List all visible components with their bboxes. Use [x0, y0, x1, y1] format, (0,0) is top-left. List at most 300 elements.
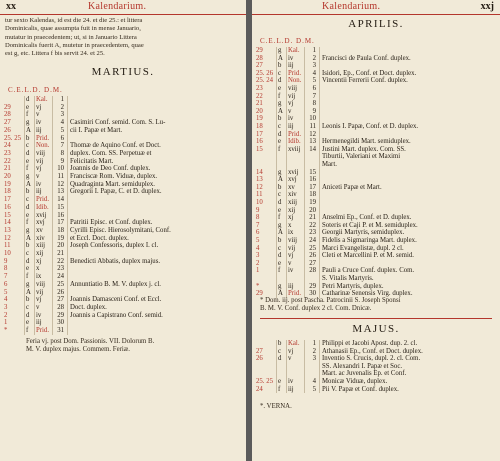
dominical-letter-cell: d — [278, 355, 282, 363]
calendar-table — [252, 340, 500, 400]
dominical-letter-cell: g — [278, 282, 282, 290]
roman-date-cell: xiij — [288, 199, 298, 206]
running-head — [252, 0, 500, 15]
day-number-cell: 26 — [57, 288, 64, 296]
day-number-cell: 25 — [57, 280, 64, 288]
dominical-letter-cell: b — [26, 188, 30, 196]
epact-cell: 13 — [256, 176, 263, 184]
dominical-letter-cell: e — [278, 259, 282, 267]
day-number-cell: 12 — [57, 180, 64, 188]
dominical-letter-cell: A — [278, 54, 283, 62]
roman-date-cell: iij — [288, 123, 294, 130]
day-number-cell: 6 — [312, 85, 316, 92]
roman-date-cell: ix — [288, 229, 294, 237]
day-number-cell: 5 — [312, 77, 316, 85]
feast-cell: Catharinæ Senensis Virg. duplex. — [322, 290, 413, 298]
roman-date-cell: vj — [36, 296, 42, 304]
divider — [260, 318, 492, 319]
roman-date-cell: vij — [36, 288, 44, 296]
footnote — [26, 338, 242, 354]
roman-date-cell: x — [288, 221, 292, 229]
epact-cell: 25. 24 — [256, 77, 273, 85]
epact-cell: 20 — [256, 107, 263, 115]
roman-date-cell: xiv — [288, 191, 297, 199]
roman-date-cell: iij — [288, 385, 294, 393]
intro-line: Dominicalis, quae assumpta fuit in mense Januario, — [5, 25, 141, 33]
column-header: C.E.L.D. D.M. — [260, 37, 315, 45]
epact-cell: 24 — [4, 142, 11, 150]
note-line: * Dom. iij. post Pascha. Patrocinii S. Joseph Sponsi — [260, 297, 401, 304]
roman-date-cell: Prid. — [288, 290, 302, 298]
epact-cell: 8 — [256, 214, 260, 222]
roman-date-cell: Prid. — [288, 130, 302, 138]
feast-cell: Mart. — [322, 161, 337, 168]
day-number-cell: 7 — [312, 92, 316, 100]
epact-cell: 7 — [4, 273, 8, 281]
dominical-letter-cell: g — [26, 226, 30, 234]
day-number-cell: 12 — [309, 130, 316, 138]
day-number-cell: 24 — [309, 237, 316, 244]
epact-cell: 12 — [4, 234, 11, 242]
roman-date-cell: Idib. — [36, 203, 49, 211]
feast-cell: Franciscæ Rom. Viduæ, duplex. — [70, 173, 158, 180]
epact-cell: 14 — [256, 168, 263, 176]
day-number-cell: 15 — [309, 168, 316, 176]
day-number-cell: 9 — [60, 157, 64, 165]
roman-date-cell: Prid. — [36, 134, 50, 142]
epact-cell: 10 — [4, 250, 11, 257]
day-number-cell: 22 — [309, 221, 316, 229]
day-number-cell: 5 — [60, 126, 64, 134]
day-number-cell: 16 — [57, 211, 64, 219]
day-number-cell: 19 — [57, 234, 64, 242]
feast-cell: Tiburtii, Valeriani et Maximi — [322, 153, 401, 161]
feast-cell: Inventio S. Crucis, dupl. 2. cl. Com. — [322, 355, 421, 363]
dominical-letter-cell: A — [26, 234, 31, 242]
roman-date-cell: xiij — [36, 242, 46, 250]
feast-cell: Cyrilli Episc. Hierosolymitani, Conf. — [70, 226, 171, 234]
epact-cell: 3 — [4, 303, 8, 311]
dominical-letter-cell: b — [26, 134, 30, 142]
roman-date-cell: xvj — [288, 176, 297, 184]
epact-cell: 19 — [4, 180, 11, 188]
day-number-cell: 11 — [309, 123, 316, 130]
day-number-cell: 23 — [309, 229, 316, 237]
roman-date-cell: Non. — [288, 77, 302, 85]
epact-cell: 29 — [4, 103, 11, 111]
dominical-letter-cell: c — [278, 123, 282, 130]
roman-date-cell: Idib. — [288, 138, 301, 146]
roman-date-cell: iv — [288, 54, 294, 62]
dominical-letter-cell: f — [278, 92, 281, 100]
column-rule — [24, 96, 25, 335]
roman-date-cell: viij — [288, 237, 298, 244]
day-number-cell: 3 — [60, 111, 64, 119]
column-rule — [319, 47, 320, 298]
epact-cell: 1 — [4, 319, 8, 327]
feast-cell: Marci Evangelistæ, dupl. 2 cl. — [322, 244, 404, 252]
roman-date-cell: xij — [288, 206, 296, 214]
roman-date-cell: iij — [36, 319, 42, 327]
dominical-letter-cell: f — [26, 111, 29, 119]
epact-cell: 25. 25 — [256, 378, 273, 385]
roman-date-cell: vj — [36, 165, 42, 173]
intro-line: est g, etc. Littera f bis servit 24. et 25. — [5, 50, 105, 58]
column-rule — [67, 96, 68, 335]
column-rule — [34, 96, 35, 335]
epact-cell: 4 — [256, 244, 260, 252]
day-number-cell: 8 — [312, 100, 316, 108]
roman-date-cell: iv — [288, 267, 294, 275]
feast-cell: Joseph Confessoris, duplex I. cl. — [70, 242, 159, 250]
roman-date-cell: iij — [36, 126, 42, 134]
epact-cell: 17 — [256, 130, 263, 138]
column-rule — [276, 47, 277, 298]
dominical-letter-cell: f — [26, 219, 29, 227]
roman-date-cell: vj — [36, 103, 42, 111]
epact-cell: 27 — [4, 119, 11, 127]
roman-date-cell: viij — [36, 280, 46, 288]
calendar-table — [252, 47, 500, 297]
footnote: *. VERNA. — [260, 403, 292, 410]
dominical-letter-cell: e — [278, 138, 282, 146]
roman-date-cell: vij — [288, 244, 296, 252]
roman-date-cell: iv — [36, 119, 42, 127]
epact-cell: * — [4, 327, 8, 334]
day-number-cell: 20 — [309, 206, 316, 214]
running-title: Kalendarium. — [322, 1, 381, 12]
dominical-letter-cell: b — [278, 62, 282, 70]
day-number-cell: 21 — [309, 214, 316, 222]
epact-cell: 25. 25 — [4, 134, 21, 142]
dominical-letter-cell: b — [278, 340, 282, 347]
feast-cell: Casimiri Conf. semid. Com. S. Lu- — [70, 119, 166, 127]
roman-date-cell: v — [36, 111, 40, 119]
day-number-cell: 4 — [312, 69, 316, 77]
epact-cell: 28 — [256, 54, 263, 62]
day-number-cell: 29 — [309, 282, 316, 290]
epact-cell: 27 — [256, 62, 263, 70]
epact-cell: * — [256, 282, 260, 290]
roman-date-cell: Prid. — [36, 327, 50, 334]
roman-date-cell: Prid. — [288, 69, 302, 77]
column-header: C.E.L.D. D.M. — [8, 86, 63, 94]
epact-cell: 22 — [256, 92, 263, 100]
dominical-letter-cell: d — [26, 96, 30, 103]
column-rule — [304, 47, 305, 298]
dominical-letter-cell: f — [26, 165, 29, 173]
roman-date-cell: viij — [36, 149, 46, 157]
column-rule — [52, 96, 53, 335]
roman-date-cell: v — [36, 173, 40, 180]
feast-cell: Vincentii Ferrerii Conf. duplex. — [322, 77, 408, 85]
day-number-cell: 27 — [309, 259, 316, 267]
month-title: APRILIS. — [348, 18, 404, 30]
day-number-cell: 7 — [60, 142, 64, 150]
epact-cell: 21 — [4, 165, 11, 173]
feast-cell: Philippi et Jacobi Apost. dup. 2. cl. — [322, 340, 418, 347]
month-title: MAJUS. — [352, 323, 400, 335]
day-number-cell: 14 — [309, 145, 316, 153]
day-number-cell: 1 — [312, 340, 316, 347]
roman-date-cell: iij — [288, 282, 294, 290]
roman-date-cell: v — [288, 107, 292, 115]
left-page — [0, 0, 246, 461]
dominical-letter-cell: d — [26, 203, 30, 211]
epact-cell: 18 — [4, 188, 11, 196]
feast-cell: Doct. duplex. — [70, 303, 107, 311]
feast-cell: Cleti et Marcellini P. et M. semid. — [322, 252, 414, 260]
day-number-cell: 31 — [57, 327, 64, 334]
roman-date-cell: Non. — [36, 142, 50, 150]
day-number-cell: 1 — [60, 96, 64, 103]
feast-cell: duplex. Com. SS. Perpetuæ et — [70, 149, 152, 157]
roman-date-cell: xv — [36, 226, 43, 234]
dominical-letter-cell: f — [278, 214, 281, 222]
day-number-cell: 26 — [309, 252, 316, 260]
roman-date-cell: xv — [288, 183, 295, 191]
dominical-letter-cell: e — [278, 85, 282, 92]
column-rule — [304, 340, 305, 393]
roman-date-cell: xviij — [288, 145, 301, 153]
dominical-letter-cell: e — [26, 319, 30, 327]
dominical-letter-cell: d — [278, 77, 282, 85]
day-number-cell: 3 — [312, 355, 316, 363]
epact-cell: 24 — [256, 385, 263, 393]
dominical-letter-cell: g — [26, 173, 30, 180]
roman-date-cell: Kal. — [36, 96, 48, 103]
epact-cell: 12 — [256, 183, 263, 191]
epact-cell: 9 — [256, 206, 260, 214]
epact-cell: 29 — [256, 290, 263, 298]
roman-date-cell: iij — [36, 188, 42, 196]
epact-cell: 22 — [4, 157, 11, 165]
dominical-letter-cell: e — [26, 211, 30, 219]
epact-cell: 2 — [256, 259, 260, 267]
epact-cell: 1 — [256, 267, 260, 275]
dominical-letter-cell: c — [278, 347, 282, 355]
epact-cell: 27 — [256, 347, 263, 355]
intro-line: Dominicalis fuerit A, mutetur in praecedentem, quae — [5, 41, 144, 49]
dominical-letter-cell: c — [26, 303, 30, 311]
dominical-letter-cell: e — [26, 103, 30, 111]
dominical-letter-cell: d — [26, 149, 30, 157]
dominical-letter-cell: e — [26, 265, 30, 273]
feast-cell: et Eccl. Doct. duplex. — [70, 234, 129, 242]
feast-cell: Patritii Episc. et Conf. duplex. — [70, 219, 153, 227]
column-rule — [286, 340, 287, 393]
roman-date-cell: Kal. — [288, 47, 300, 54]
epact-cell: 15 — [256, 145, 263, 153]
feast-cell: Leonis I. Papæ, Conf. et D. duplex. — [322, 123, 419, 130]
day-number-cell: 5 — [312, 385, 316, 393]
feast-cell: SS. Alexandri I. Papæ et Soc. — [322, 362, 403, 370]
roman-date-cell: Kal. — [288, 340, 300, 347]
running-head — [0, 0, 246, 15]
dominical-letter-cell: c — [278, 69, 282, 77]
epact-cell: 10 — [256, 199, 263, 206]
feast-cell: Soteris et Caji P. et M. semiduplex. — [322, 221, 418, 229]
epact-cell: 9 — [4, 257, 8, 265]
feast-cell: Joannis de Deo Conf. duplex. — [70, 165, 151, 173]
epact-cell: 8 — [4, 265, 8, 273]
day-number-cell: 27 — [57, 296, 64, 304]
epact-cell: 4 — [4, 296, 8, 304]
roman-date-cell: v — [288, 355, 292, 363]
roman-date-cell: xvij — [36, 211, 47, 219]
roman-date-cell: ix — [36, 273, 42, 281]
feast-cell: Petri Martyris, duplex. — [322, 282, 384, 290]
epact-cell: 11 — [4, 242, 11, 250]
dominical-letter-cell: c — [26, 196, 30, 204]
day-number-cell: 23 — [57, 265, 64, 273]
dominical-letter-cell: f — [26, 327, 29, 334]
feast-cell: Fidelis a Sigmaringa Mart. duplex. — [322, 237, 417, 244]
dominical-letter-cell: g — [278, 168, 282, 176]
dominical-letter-cell: b — [26, 296, 30, 304]
epact-cell: 11 — [256, 191, 263, 199]
epact-cell: 19 — [256, 115, 263, 123]
dominical-letter-cell: g — [278, 100, 282, 108]
epact-cell: 23 — [256, 85, 263, 92]
running-title: Kalendarium. — [88, 1, 147, 12]
day-number-cell: 4 — [60, 119, 64, 127]
epact-cell: 29 — [256, 47, 263, 54]
day-number-cell: 11 — [57, 173, 64, 180]
note — [260, 297, 496, 313]
dominical-letter-cell: b — [278, 183, 282, 191]
dominical-letter-cell: A — [278, 107, 283, 115]
footnote-line: Feria vj. post Dom. Passionis. VII. Dolorum B. — [26, 338, 155, 345]
day-number-cell: 28 — [57, 303, 64, 311]
dominical-letter-cell: c — [278, 191, 282, 199]
dominical-letter-cell: b — [278, 115, 282, 123]
column-rule — [276, 340, 277, 393]
feast-cell: Joannis Damasceni Conf. et Eccl. — [70, 296, 162, 304]
epact-cell: 16 — [256, 138, 263, 146]
month-title: MARTIUS. — [91, 66, 155, 78]
dominical-letter-cell: f — [278, 145, 281, 153]
dominical-letter-cell: A — [278, 290, 283, 298]
roman-date-cell: xij — [36, 250, 44, 257]
dominical-letter-cell: g — [26, 280, 30, 288]
day-number-cell: 9 — [312, 107, 316, 115]
dominical-letter-cell: c — [26, 250, 30, 257]
epact-cell: 5 — [256, 237, 260, 244]
roman-date-cell: xvj — [36, 219, 45, 227]
dominical-letter-cell: b — [278, 237, 282, 244]
feast-cell: Athanasii Ep., Conf. et Doct. duplex. — [322, 347, 423, 355]
roman-date-cell: iv — [36, 180, 42, 188]
day-number-cell: 15 — [57, 203, 64, 211]
roman-date-cell: v — [36, 303, 40, 311]
feast-cell: Anselmi Ep., Conf. et D. duplex. — [322, 214, 412, 222]
epact-cell: 16 — [4, 203, 11, 211]
day-number-cell: 2 — [60, 103, 64, 111]
day-number-cell: 17 — [309, 183, 316, 191]
epact-cell: 5 — [4, 288, 8, 296]
calendar-table — [0, 96, 246, 336]
epact-cell: 6 — [256, 229, 260, 237]
roman-date-cell: iv — [288, 115, 294, 123]
dominical-letter-cell: A — [26, 288, 31, 296]
footnote-line: M. V. duplex majus. Commem. Feriæ. — [26, 346, 130, 353]
dominical-letter-cell: e — [278, 378, 282, 385]
feast-cell: Gregorii I. Papæ, C. et D. duplex. — [70, 188, 162, 196]
dominical-letter-cell: g — [26, 119, 30, 127]
feast-cell: Annuntiatio B. M. V. duplex j. cl. — [70, 280, 161, 288]
day-number-cell: 10 — [57, 165, 64, 173]
day-number-cell: 10 — [309, 115, 316, 123]
epact-cell: 26 — [4, 126, 11, 134]
day-number-cell: 20 — [57, 242, 64, 250]
day-number-cell: 24 — [57, 273, 64, 281]
feast-cell: Aniceti Papæ et Mart. — [322, 183, 382, 191]
dominical-letter-cell: d — [278, 199, 282, 206]
epact-cell: 2 — [4, 311, 8, 319]
day-number-cell: 22 — [57, 257, 64, 265]
dominical-letter-cell: f — [26, 273, 29, 281]
day-number-cell: 29 — [57, 311, 64, 319]
note-line: B. M. V. Conf. duplex 2 cl. Com. Dnicæ. — [260, 305, 372, 312]
feast-cell: cii I. Papæ et Mart. — [70, 126, 123, 134]
roman-date-cell: vj — [288, 100, 294, 108]
column-rule — [319, 340, 320, 393]
dominical-letter-cell: A — [26, 180, 31, 188]
dominical-letter-cell: f — [278, 385, 281, 393]
day-number-cell: 6 — [60, 134, 64, 142]
feast-cell: Pii V. Papæ et Conf. duplex. — [322, 385, 399, 393]
dominical-letter-cell: d — [278, 252, 282, 260]
dominical-letter-cell: c — [26, 142, 30, 150]
feast-cell: Monicæ Viduæ, duplex. — [322, 378, 388, 385]
feast-cell: Hermenegildi Mart. semiduplex. — [322, 138, 411, 146]
dominical-letter-cell: e — [26, 157, 30, 165]
day-number-cell: 3 — [312, 62, 316, 70]
day-number-cell: 21 — [57, 250, 64, 257]
dominical-letter-cell: d — [26, 257, 30, 265]
feast-cell: S. Vitalis Martyris. — [322, 275, 374, 282]
epact-cell: 26 — [256, 355, 263, 363]
dominical-letter-cell: d — [278, 130, 282, 138]
page-number: xxj — [480, 1, 494, 12]
roman-date-cell: iv — [36, 311, 42, 319]
roman-date-cell: vj — [288, 252, 294, 260]
roman-date-cell: vj — [288, 347, 294, 355]
day-number-cell: 30 — [57, 319, 64, 327]
roman-date-cell: Prid. — [36, 196, 50, 204]
epact-cell: 23 — [4, 149, 11, 157]
epact-cell: 28 — [4, 111, 11, 119]
feast-cell: Francisci de Paula Conf. duplex. — [322, 54, 411, 62]
epact-cell: 15 — [4, 211, 11, 219]
day-number-cell: 30 — [309, 290, 316, 298]
epact-cell: 3 — [256, 252, 260, 260]
roman-date-cell: v — [288, 259, 292, 267]
day-number-cell: 25 — [309, 244, 316, 252]
epact-cell: 14 — [4, 219, 11, 227]
dominical-letter-cell: c — [278, 244, 282, 252]
day-number-cell: 2 — [312, 54, 316, 62]
epact-cell: 7 — [256, 221, 260, 229]
feast-cell: Quadraginta Mart. semiduplex. — [70, 180, 155, 188]
day-number-cell: 28 — [309, 267, 316, 275]
dominical-letter-cell: A — [278, 176, 283, 184]
dominical-letter-cell: f — [278, 267, 281, 275]
day-number-cell: 19 — [309, 199, 316, 206]
day-number-cell: 18 — [57, 226, 64, 234]
feast-cell: Felicitatis Mart. — [70, 157, 114, 165]
